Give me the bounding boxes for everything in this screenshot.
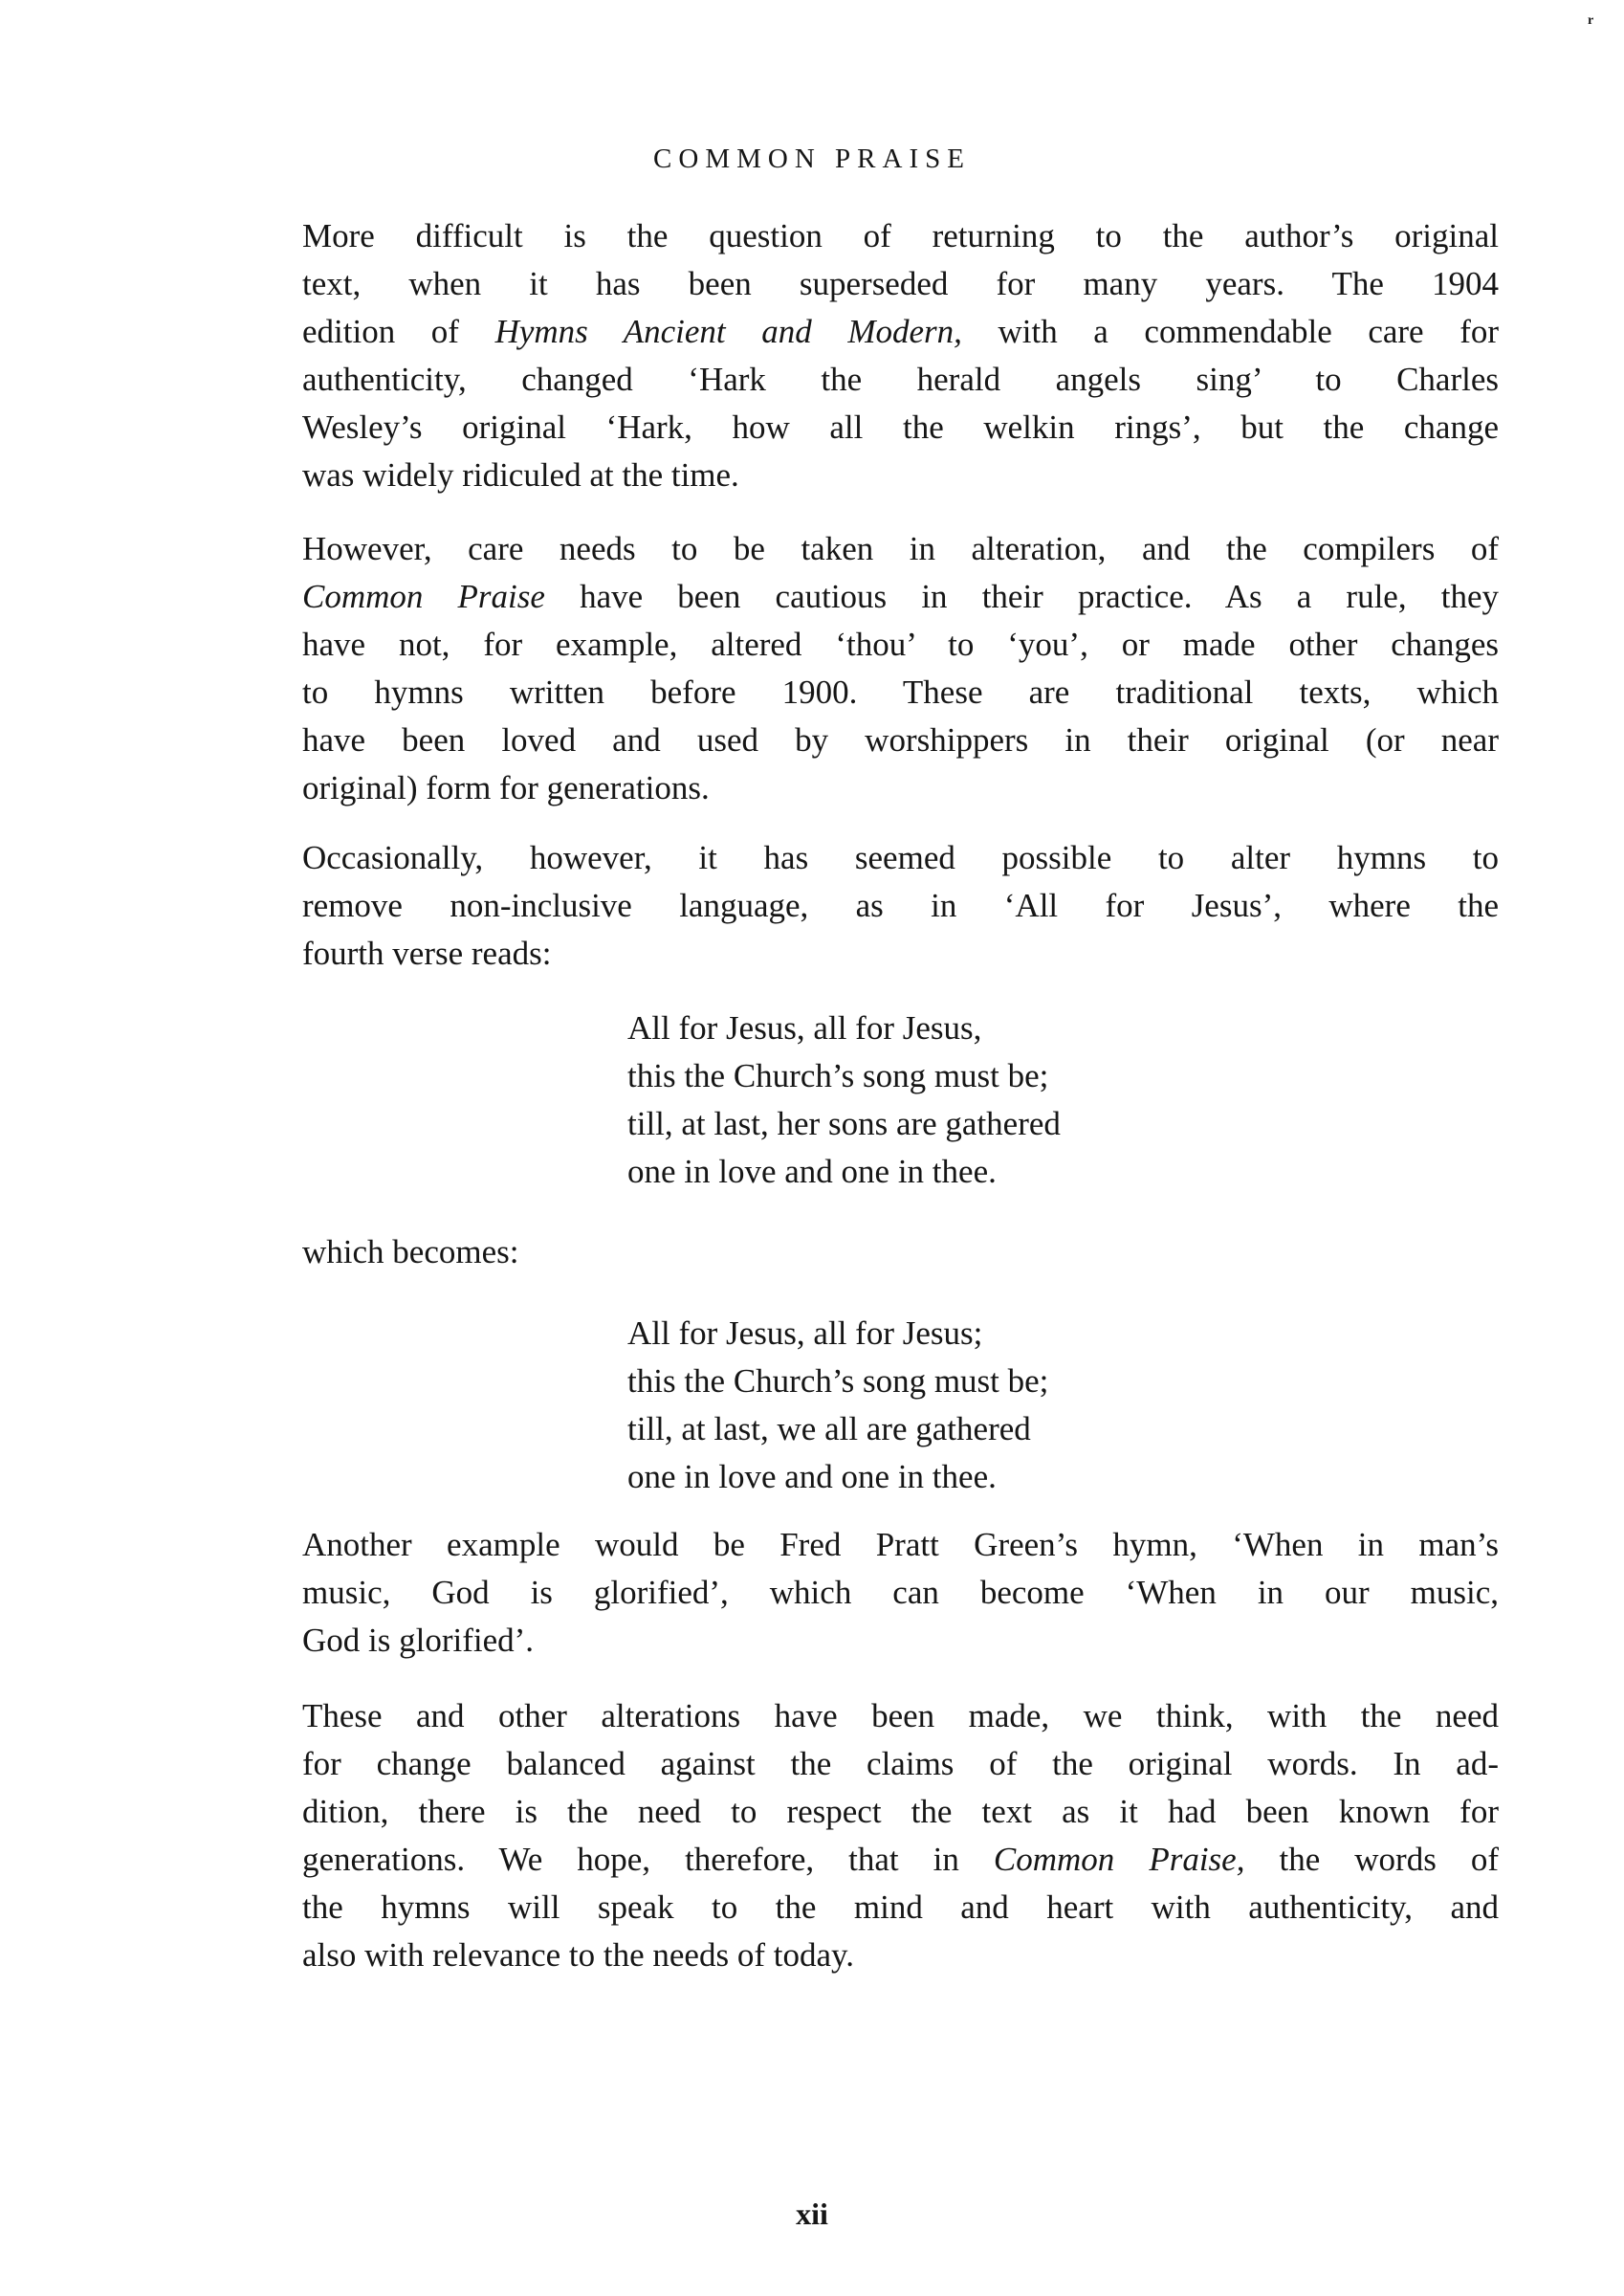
italic-title: Common Praise, [993,1841,1245,1878]
italic-title: Hymns Ancient and Modern, [494,313,962,350]
text-line [302,1932,1499,1979]
text-segment: text, when it has been superseded for many years. The 1904 [302,265,1499,302]
text-line [302,404,1499,452]
text-segment: have been loved and used by worshippers in their original (or near [302,721,1499,759]
verse-line: All for Jesus, all for Jesus, [627,1009,982,1047]
text-segment: with a commendable care for [961,313,1499,350]
text-segment: was widely ridiculed at the time. [302,456,739,494]
text-segment: have not, for example, altered ‘thou’ to ‘you’, or made other changes [302,626,1499,663]
text-line [302,669,1499,717]
text-segment: to hymns written before 1900. These are traditional texts, which [302,673,1499,711]
text-line [302,1836,1499,1884]
text-line [302,212,1499,260]
text-segment: However, care needs to be taken in alteration, and the compilers of [302,530,1499,567]
text-segment: for change balanced against the claims of the original words. In ad- [302,1745,1499,1782]
text-line [302,356,1499,404]
text-segment: generations. We hope, therefore, that in [302,1841,994,1878]
text-line [302,764,1499,812]
text-segment: edition of [302,313,495,350]
page-number: xii [796,2197,828,2231]
paragraph-which-becomes [302,1228,1499,1276]
running-header: COMMON PRAISE [653,144,971,174]
text-segment: remove non-inclusive language, as in ‘All for Jesus’, where the [302,887,1499,924]
text-segment: also with relevance to the needs of today. [302,1936,854,1974]
text-segment: have been cautious in their practice. As a rule, they [544,578,1499,615]
text-segment: original) form for generations. [302,769,710,806]
text-segment: God is glorified’. [302,1622,535,1659]
text-line [302,1617,1499,1665]
text-segment: the words of [1244,1841,1499,1878]
paragraph-4 [302,1521,1499,1665]
text-line [302,717,1499,764]
verse-line: till, at last, we all are gathered [627,1410,1031,1447]
text-line [302,621,1499,669]
text-segment: the hymns will speak to the mind and heart with authenticity, and [302,1888,1499,1926]
verse-line: one in love and one in thee. [627,1153,997,1190]
verse-original [627,1004,1061,1196]
verse-line: this the Church’s song must be; [627,1057,1049,1094]
text-line [302,1569,1499,1617]
text-line [302,834,1499,882]
text-line [302,930,1499,978]
text-line [302,452,1499,499]
verse-line: till, at last, her sons are gathered [627,1105,1061,1142]
italic-title: Common Praise [302,578,545,615]
text-segment: These and other alterations have been made, we think, with the need [302,1697,1499,1734]
text-segment: fourth verse reads: [302,935,552,972]
text-segment: dition, there is the need to respect the text as it had been known for [302,1793,1499,1830]
verse-line: All for Jesus, all for Jesus; [627,1314,983,1352]
text-line [302,1228,1499,1276]
paragraph-2 [302,525,1499,812]
text-line [302,573,1499,621]
text-segment: Wesley’s original ‘Hark, how all the welkin rings’, but the change [302,408,1499,446]
text-line [302,1692,1499,1740]
verse-altered [627,1310,1048,1501]
text-line [302,308,1499,356]
text-line [302,882,1499,930]
text-line [302,260,1499,308]
text-line [302,1788,1499,1836]
text-segment: Another example would be Fred Pratt Green’s hymn, ‘When in man’s [302,1526,1499,1563]
text-segment: More difficult is the question of returning to the author’s original [302,217,1499,254]
paragraph-3 [302,834,1499,978]
text-line [302,1521,1499,1569]
verse-line: this the Church’s song must be; [627,1362,1049,1400]
text-line [302,1884,1499,1932]
paragraph-5 [302,1692,1499,1979]
verse-line: one in love and one in thee. [627,1458,997,1495]
paragraph-1 [302,212,1499,499]
text-segment: music, God is glorified’, which can become ‘When in our music, [302,1574,1499,1611]
corner-mark: r [1588,13,1594,28]
text-segment: Occasionally, however, it has seemed possible to alter hymns to [302,839,1499,876]
text-segment: which becomes: [302,1233,519,1270]
text-line [302,525,1499,573]
text-line [302,1740,1499,1788]
text-segment: authenticity, changed ‘Hark the herald angels sing’ to Charles [302,361,1499,398]
